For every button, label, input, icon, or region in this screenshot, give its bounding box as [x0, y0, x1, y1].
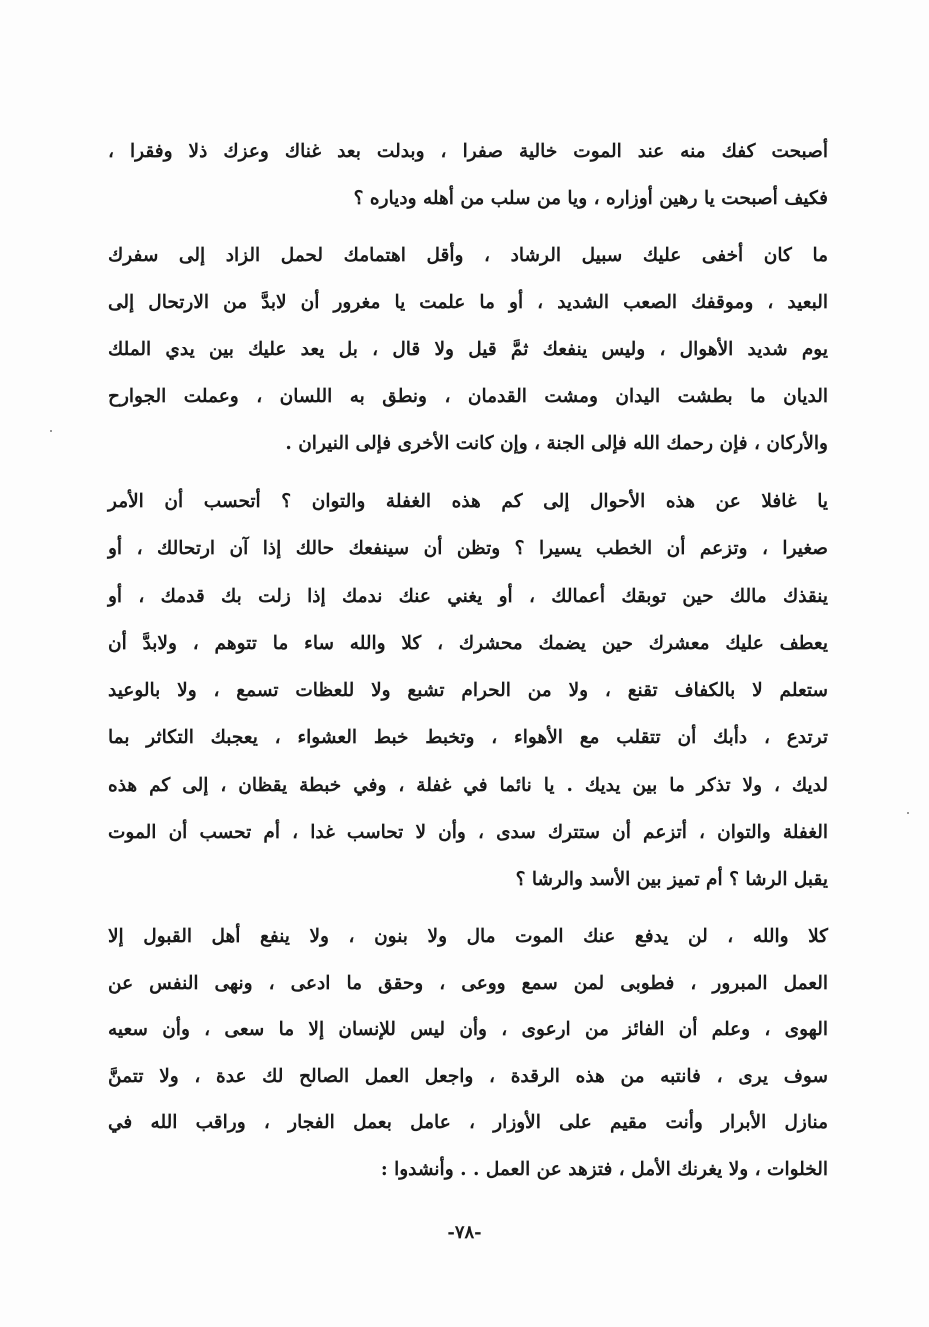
paragraph-4 — [108, 914, 828, 1193]
text-line: الغفلة والتوان ، أتزعم أن ستترك سدى ، وأن لا تحاسب غدا ، أم تحسب أن الموت — [108, 822, 828, 844]
text-line: يوم شديد الأهوال ، وليس ينفعك ثمَّ قيل ولا قال ، بل يعد عليك بين يدي الملك — [108, 339, 828, 360]
paragraph-1 — [108, 128, 828, 222]
paragraph-3 — [108, 478, 828, 904]
text-line: ترتدع ، دأبك أن تتقلب مع الأهواء ، وتخبط خبط العشواء ، يعجبك التكاثر بما — [108, 727, 828, 749]
text-line: يقبل الرشا ؟ أم تميز بين الأسد والرشا ؟ — [515, 869, 828, 891]
text-line: منازل الأبرار وأنت مقيم على الأوزار ، عامل بعمل الفجار ، وراقب الله في — [108, 1112, 828, 1133]
text-line: ينقذك مالك حين توبقك أعمالك ، أو يغني عنك ندمك إذا زلت بك قدمك ، أو — [108, 585, 828, 607]
text-line: الهوى ، وعلم أن الفائز من ارعوى ، وأن ليس للإنسان إلا ما سعى ، وأن سعيه — [108, 1019, 828, 1040]
text-line: أصبحت كفك منه عند الموت خالية صفرا ، وبدلت بعد غناك وعزك ذلا وفقرا ، — [108, 141, 828, 162]
text-line: صغيرا ، وتزعم أن الخطب يسيرا ؟ وتظن أن سينفعك حالك إذا آن ارتحالك ، أو — [108, 538, 828, 560]
text-line: العمل المبرور ، فطوبى لمن سمع ووعى ، وحقق ما ادعى ، ونهى النفس عن — [108, 972, 828, 994]
page-number: -٧٨- — [447, 1222, 482, 1243]
text-line: ما كان أخفى عليك سبيل الرشاد ، وأقل اهتمامك لحمل الزاد إلى سفرك — [108, 245, 828, 266]
text-line: ستعلم لا بالكفاف تقنع ، ولا من الحرام تشبع ولا للعظات تسمع ، ولا بالوعيد — [108, 680, 828, 702]
scan-speck — [50, 430, 52, 432]
text-line: فكيف أصبحت يا رهين أوزاره ، ويا من سلب من أهله ودياره ؟ — [353, 188, 828, 209]
text-line: يعطف عليك معشرك حين يضمك محشرك ، كلا والله ساء ما تتوهم ، ولابدَّ أن — [108, 632, 828, 654]
text-line: البعيد ، وموقفك الصعب الشديد ، أو ما علمت يا مغرور أن لابدَّ من الارتحال إلى — [108, 292, 828, 313]
text-line: سوف يرى ، فانتبه من هذه الرقدة ، واجعل العمل الصالح لك عدة ، ولا تتمنَّ — [108, 1065, 828, 1087]
text-line: كلا والله ، لن يدفع عنك الموت مال ولا بنون ، ولا ينفع أهل القبول إلا — [108, 926, 828, 947]
scan-speck — [907, 812, 909, 814]
text-line: لديك ، ولا تذكر ما بين يديك . يا نائما في غفلة ، وفي خبطة يقظان ، إلى كم هذه — [108, 774, 828, 796]
text-line: الخلوات ، ولا يغرنك الأمل ، فتزهد عن العمل . . وأنشدوا : — [380, 1158, 828, 1180]
text-line: والأركان ، فإن رحمك الله فإلى الجنة ، وإن كانت الأخرى فإلى النيران . — [285, 433, 828, 454]
text-line: الديان ما بطشت اليدان ومشت القدمان ، ونطق به اللسان ، وعملت الجوارح — [108, 386, 828, 407]
text-line: يا غافلا عن هذه الأحوال إلى كم هذه الغفلة والتوان ؟ أتحسب أن الأمر — [108, 491, 828, 512]
paragraph-2 — [108, 232, 828, 467]
